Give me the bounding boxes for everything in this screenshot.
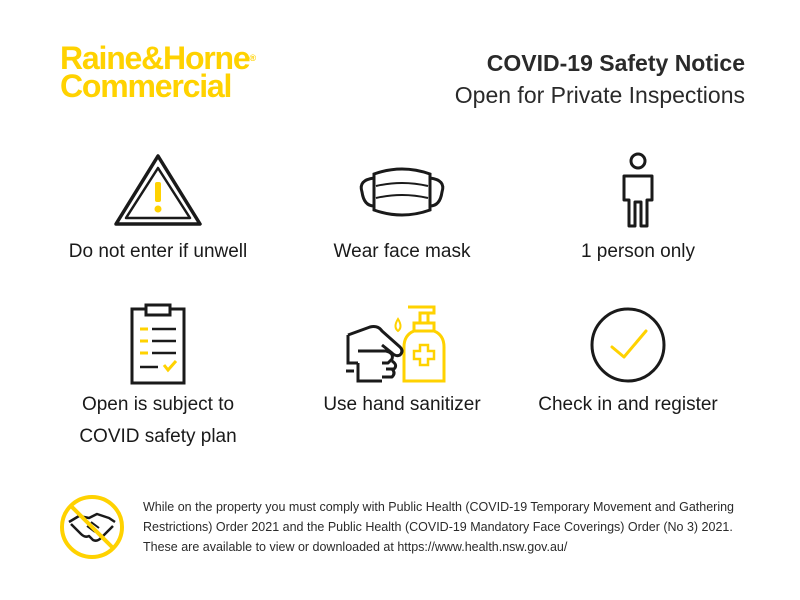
item-hand-sanitizer xyxy=(282,303,522,421)
registered-mark: ® xyxy=(249,53,257,63)
item-do-not-enter xyxy=(38,150,278,268)
clipboard-icon xyxy=(118,303,198,387)
item-safety-plan xyxy=(38,303,278,453)
warning-triangle-icon xyxy=(110,150,206,230)
item-label: Do not enter if unwell xyxy=(68,241,248,262)
item-check-in xyxy=(508,303,748,421)
brand-line-1: Raine&Horne® xyxy=(60,40,257,76)
item-label: Use hand sanitizer xyxy=(323,394,481,415)
item-one-person xyxy=(518,150,758,268)
item-label: Wear face mask xyxy=(333,241,471,262)
notice-header xyxy=(455,48,745,112)
notice-title: COVID-19 Safety Notice xyxy=(486,50,745,76)
item-label: 1 person only xyxy=(580,241,696,262)
person-icon xyxy=(608,150,668,230)
face-mask-icon xyxy=(352,150,452,230)
no-handshake-icon xyxy=(57,492,127,562)
item-label: Check in and register xyxy=(538,394,718,415)
brand-line-2: Commercial xyxy=(60,68,232,104)
notice-subtitle: Open for Private Inspections xyxy=(454,82,745,108)
hand-sanitizer-icon xyxy=(342,303,462,387)
checkmark-circle-icon xyxy=(586,303,670,387)
footer-compliance-text: While on the property you must comply with Public Health (COVID-19 Temporary Movement and Gathering Restrictions) Order 2021 and the Public Health (COVID-19 Mandatory Face Coverings) Order (No 3) 2021. These are available to view or downloaded at https://www.health.nsw.gov.au/ xyxy=(143,500,734,554)
item-label xyxy=(38,389,278,453)
item-wear-mask xyxy=(282,150,522,268)
brand-logo xyxy=(60,40,257,104)
item-label-line-1: Open is subject to xyxy=(81,394,235,415)
item-label-line-2: COVID safety plan xyxy=(79,426,237,447)
